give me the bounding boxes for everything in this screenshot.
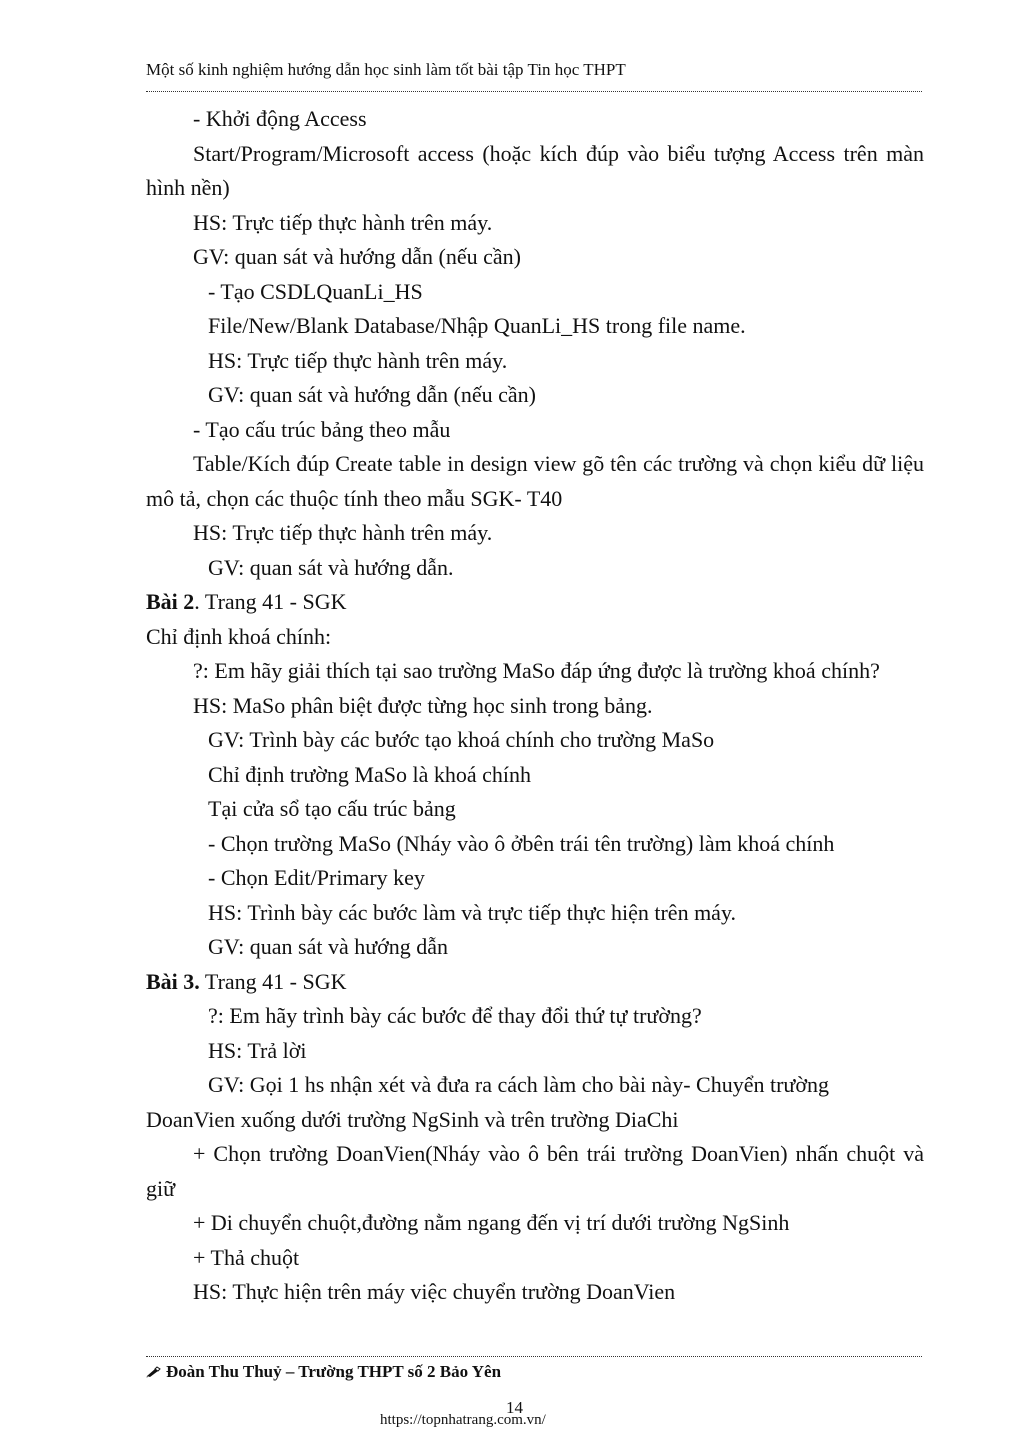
footer-author: Đoàn Thu Thuỷ – Trường THPT số 2 Bảo Yên <box>166 1362 502 1381</box>
text-line: HS: Thực hiện trên máy việc chuyển trường DoanVien <box>193 1279 676 1304</box>
text-line: HS: Trình bày các bước làm và trực tiếp thực hiện trên máy. <box>208 899 737 925</box>
text-line: + Thả chuột <box>193 1244 300 1270</box>
header-divider <box>146 91 922 92</box>
text-paragraph: Table/Kích đúp Create table in design view gõ tên các trường và chọn kiểu dữ liệu mô tả, chọn các thuộc tính theo mẫu SGK- T40 <box>146 451 924 511</box>
text-line: GV: Gọi 1 hs nhận xét và đưa ra cách làm cho bài này- Chuyển trường <box>208 1072 829 1097</box>
page-number: 14 <box>506 1398 523 1417</box>
text-line: DoanVien xuống dưới trường NgSinh và trên trường DiaChi <box>146 1106 679 1132</box>
text-line: - Tạo cấu trúc bảng theo mẫu <box>193 416 451 442</box>
text-line: GV: quan sát và hướng dẫn (nếu cần) <box>208 382 536 407</box>
text-line: - Chọn trường MaSo (Nháy vào ô ởbên trái tên trường) làm khoá chính <box>208 830 835 856</box>
text-paragraph: + Chọn trường DoanVien(Nháy vào ô bên trái trường DoanVien) nhấn chuột và giữ <box>146 1141 924 1201</box>
text-line: HS: Trả lời <box>208 1037 307 1063</box>
text-line: - Chọn Edit/Primary key <box>208 865 425 890</box>
section-heading-bai2 <box>146 585 924 620</box>
bai3-reference: Trang 41 - SGK <box>199 968 347 994</box>
text-line: GV: quan sát và hướng dẫn <box>208 934 449 959</box>
bai2-label: Bài 2 <box>146 589 195 614</box>
text-line: - Tạo CSDLQuanLi_HS <box>208 278 423 304</box>
text-line: HS: MaSo phân biệt được từng học sinh trong bảng. <box>193 692 653 718</box>
text-line: GV: Trình bày các bước tạo khoá chính cho trường MaSo <box>208 727 715 752</box>
section-heading-bai3 <box>146 965 924 1000</box>
text-line: HS: Trực tiếp thực hành trên máy. <box>208 347 508 373</box>
text-line: - Khởi động Access <box>193 106 367 131</box>
text-paragraph: Start/Program/Microsoft access (hoặc kích đúp vào biểu tượng Access trên màn hình nền) <box>146 140 924 200</box>
source-url[interactable]: https://topnhatrang.com.vn/ <box>380 1412 546 1428</box>
text-line: Tại cửa sổ tạo cấu trúc bảng <box>208 796 456 821</box>
page-header: Một số kinh nghiệm hướng dẫn học sinh làm tốt bài tập Tin học THPT <box>146 60 626 79</box>
text-paragraph: ?: Em hãy giải thích tại sao trường MaSo đáp ứng được là trường khoá chính? <box>193 658 880 683</box>
document-body <box>146 102 924 1310</box>
text-line: HS: Trực tiếp thực hành trên máy. <box>193 520 493 545</box>
text-line: ?: Em hãy trình bày các bước để thay đổi thứ tự trường? <box>208 1003 702 1028</box>
text-line: HS: Trực tiếp thực hành trên máy. <box>193 209 493 235</box>
text-line: Chỉ định khoá chính: <box>146 623 332 649</box>
text-line: Chỉ định trường MaSo là khoá chính <box>208 761 531 787</box>
bai2-reference: . Trang 41 - SGK <box>194 589 347 614</box>
text-line: + Di chuyển chuột,đường nằm ngang đến vị trí dưới trường NgSinh <box>193 1210 790 1235</box>
text-line: GV: quan sát và hướng dẫn. <box>208 554 454 580</box>
bai3-label: Bài 3. <box>146 968 200 994</box>
text-line: File/New/Blank Database/Nhập QuanLi_HS trong file name. <box>208 313 746 338</box>
pen-icon <box>146 1366 162 1378</box>
page-footer <box>146 1362 501 1382</box>
text-line: GV: quan sát và hướng dẫn (nếu cần) <box>193 244 521 269</box>
footer-divider <box>146 1356 922 1357</box>
